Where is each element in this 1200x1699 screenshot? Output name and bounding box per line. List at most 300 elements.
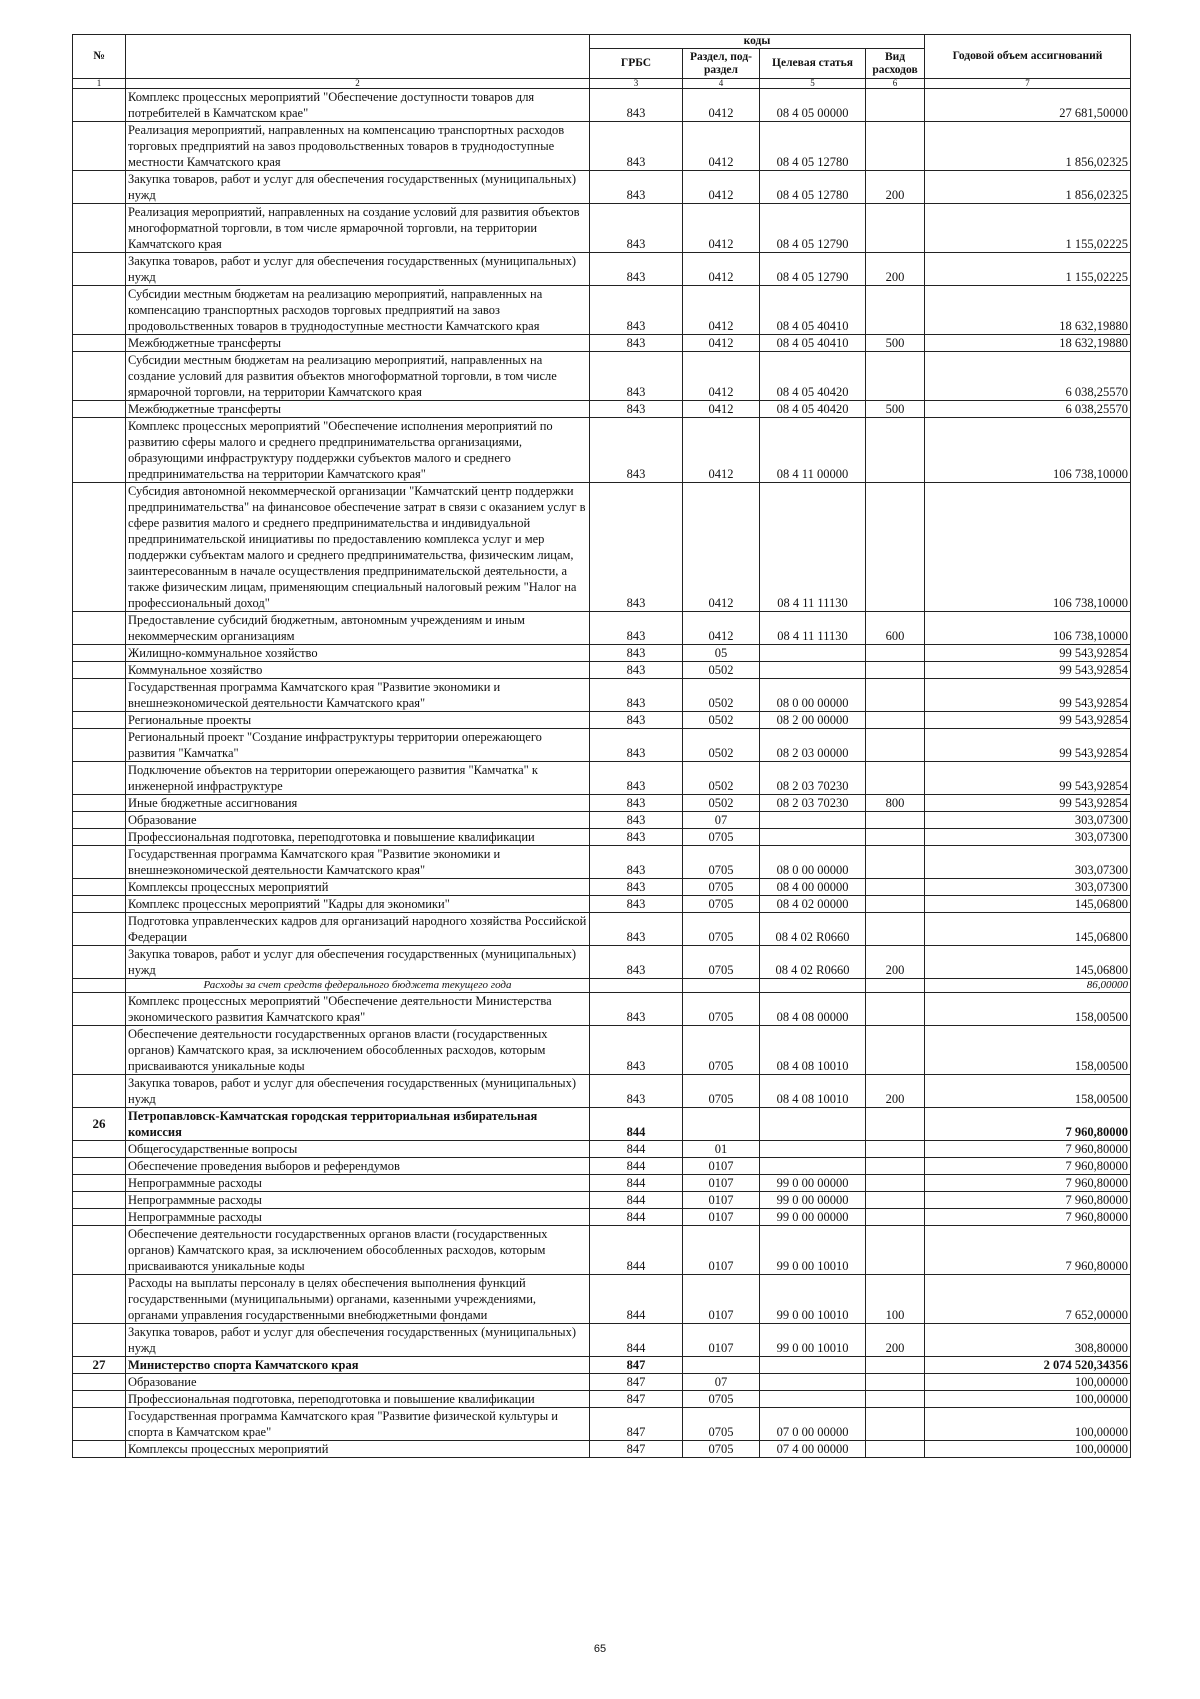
row-section: 0107	[683, 1158, 760, 1175]
row-section: 05	[683, 645, 760, 662]
row-name: Профессиональная подготовка, переподготовка и повышение квалификации	[126, 829, 590, 846]
row-amount: 18 632,19880	[925, 286, 1131, 335]
row-target: 08 4 08 10010	[760, 1075, 866, 1108]
row-expense-type	[866, 829, 925, 846]
row-section: 0412	[683, 204, 760, 253]
row-name: Комплексы процессных мероприятий	[126, 879, 590, 896]
row-amount: 7 960,80000	[925, 1192, 1131, 1209]
row-grbs: 844	[590, 1209, 683, 1226]
row-grbs: 843	[590, 712, 683, 729]
table-row	[73, 1175, 1131, 1192]
page-number: 65	[593, 1643, 607, 1655]
row-target: 08 4 05 40420	[760, 352, 866, 401]
row-name: Межбюджетные трансферты	[126, 401, 590, 418]
row-number	[73, 1026, 126, 1075]
row-name: Непрограммные расходы	[126, 1209, 590, 1226]
row-grbs: 847	[590, 1357, 683, 1374]
row-amount: 1 155,02225	[925, 253, 1131, 286]
row-number	[73, 1374, 126, 1391]
row-expense-type: 200	[866, 1075, 925, 1108]
row-target: 99 0 00 10010	[760, 1324, 866, 1357]
row-target: 99 0 00 00000	[760, 1209, 866, 1226]
row-expense-type	[866, 89, 925, 122]
row-expense-type	[866, 1408, 925, 1441]
row-number	[73, 253, 126, 286]
row-name: Закупка товаров, работ и услуг для обеспечения государственных (муниципальных) нужд	[126, 253, 590, 286]
row-expense-type	[866, 1357, 925, 1374]
row-target: 07 4 00 00000	[760, 1441, 866, 1458]
row-grbs	[590, 979, 683, 993]
row-amount: 100,00000	[925, 1441, 1131, 1458]
table-row	[73, 679, 1131, 712]
row-name: Общегосударственные вопросы	[126, 1141, 590, 1158]
row-number	[73, 812, 126, 829]
row-number	[73, 679, 126, 712]
row-section: 0107	[683, 1209, 760, 1226]
row-amount: 99 543,92854	[925, 729, 1131, 762]
table-row	[73, 1108, 1131, 1141]
row-number	[73, 1209, 126, 1226]
row-amount: 145,06800	[925, 896, 1131, 913]
row-section: 0705	[683, 1408, 760, 1441]
row-target	[760, 1108, 866, 1141]
table-header	[73, 35, 1131, 89]
row-expense-type	[866, 1175, 925, 1192]
row-grbs: 843	[590, 812, 683, 829]
row-name: Жилищно-коммунальное хозяйство	[126, 645, 590, 662]
row-number	[73, 1075, 126, 1108]
col-number: 3	[590, 79, 683, 89]
row-grbs: 843	[590, 122, 683, 171]
row-name: Подготовка управленческих кадров для организаций народного хозяйства Российской Федерации	[126, 913, 590, 946]
row-number	[73, 645, 126, 662]
row-amount: 99 543,92854	[925, 679, 1131, 712]
row-grbs: 843	[590, 253, 683, 286]
row-section	[683, 979, 760, 993]
row-name: Реализация мероприятий, направленных на компенсацию транспортных расходов торговых предприятий на завоз продовольственных товаров в труднодоступные местности Камчатского края	[126, 122, 590, 171]
row-target: 07 0 00 00000	[760, 1408, 866, 1441]
row-name: Субсидии местным бюджетам на реализацию мероприятий, направленных на создание условий для развития объектов многоформатной торговли, в том числе ярмарочной торговли, на территории Камчатского края	[126, 352, 590, 401]
row-expense-type	[866, 879, 925, 896]
row-number	[73, 979, 126, 993]
row-section: 0705	[683, 1075, 760, 1108]
row-amount: 303,07300	[925, 812, 1131, 829]
table-row	[73, 352, 1131, 401]
row-section: 0412	[683, 171, 760, 204]
row-number	[73, 879, 126, 896]
row-number	[73, 1275, 126, 1324]
col-number: 4	[683, 79, 760, 89]
row-name: Региональные проекты	[126, 712, 590, 729]
row-grbs: 847	[590, 1441, 683, 1458]
row-target: 08 4 11 11130	[760, 612, 866, 645]
table-row	[73, 1209, 1131, 1226]
row-expense-type	[866, 812, 925, 829]
table-row	[73, 1158, 1131, 1175]
row-name: Закупка товаров, работ и услуг для обеспечения государственных (муниципальных) нужд	[126, 1075, 590, 1108]
row-grbs: 843	[590, 286, 683, 335]
row-target: 08 4 05 12780	[760, 122, 866, 171]
row-number	[73, 829, 126, 846]
header-target: Целевая статья	[760, 49, 866, 79]
row-expense-type: 200	[866, 946, 925, 979]
row-number	[73, 1175, 126, 1192]
table-row	[73, 1192, 1131, 1209]
row-grbs: 843	[590, 795, 683, 812]
row-name: Предоставление субсидий бюджетным, автономным учреждениям и иным некоммерческим организациям	[126, 612, 590, 645]
row-target	[760, 1374, 866, 1391]
row-target: 99 0 00 10010	[760, 1226, 866, 1275]
row-name: Расходы за счет средств федерального бюджета текущего года	[126, 979, 590, 993]
row-target	[760, 812, 866, 829]
header-grbs: ГРБС	[590, 49, 683, 79]
row-name: Расходы на выплаты персоналу в целях обеспечения выполнения функций государственными (муниципальными) органами, казенными учреждениями, органами управления государственными внебюджетными фондами	[126, 1275, 590, 1324]
row-grbs: 843	[590, 483, 683, 612]
row-target: 08 4 02 00000	[760, 896, 866, 913]
row-name: Комплекс процессных мероприятий "Кадры для экономики"	[126, 896, 590, 913]
row-name: Коммунальное хозяйство	[126, 662, 590, 679]
row-expense-type	[866, 762, 925, 795]
row-name: Государственная программа Камчатского края "Развитие экономики и внешнеэкономической деятельности Камчатского края"	[126, 846, 590, 879]
row-name: Комплекс процессных мероприятий "Обеспечение исполнения мероприятий по развитию сферы малого и среднего предпринимательства организациями, образующими инфраструктуру поддержки субъектов малого и среднего предпринимательства на территории Камчатского края"	[126, 418, 590, 483]
row-section	[683, 1108, 760, 1141]
row-number	[73, 418, 126, 483]
row-grbs: 843	[590, 829, 683, 846]
row-section: 07	[683, 1374, 760, 1391]
row-target: 08 4 05 00000	[760, 89, 866, 122]
row-target: 99 0 00 10010	[760, 1275, 866, 1324]
row-name: Комплекс процессных мероприятий "Обеспечение доступности товаров для потребителей в Камчатском крае"	[126, 89, 590, 122]
column-numbers	[73, 79, 1131, 89]
row-name: Государственная программа Камчатского края "Развитие физической культуры и спорта в Камчатском крае"	[126, 1408, 590, 1441]
row-grbs: 843	[590, 679, 683, 712]
row-name: Обеспечение деятельности государственных органов власти (государственных органов) Камчатского края, за исключением обособленных расходов, которым присваиваются уникальные коды	[126, 1026, 590, 1075]
row-section: 0705	[683, 913, 760, 946]
row-name: Реализация мероприятий, направленных на создание условий для развития объектов многоформатной торговли, в том числе ярмарочной торговли, на территории Камчатского края	[126, 204, 590, 253]
row-target: 08 4 11 11130	[760, 483, 866, 612]
row-section: 0502	[683, 762, 760, 795]
row-expense-type	[866, 979, 925, 993]
row-expense-type	[866, 1441, 925, 1458]
table-row	[73, 993, 1131, 1026]
row-number	[73, 913, 126, 946]
row-number	[73, 795, 126, 812]
row-amount: 99 543,92854	[925, 662, 1131, 679]
row-section: 0705	[683, 896, 760, 913]
row-target: 08 4 02 R0660	[760, 946, 866, 979]
row-amount: 158,00500	[925, 1026, 1131, 1075]
row-number	[73, 1391, 126, 1408]
table-row	[73, 762, 1131, 795]
row-grbs: 847	[590, 1408, 683, 1441]
row-name: Закупка товаров, работ и услуг для обеспечения государственных (муниципальных) нужд	[126, 1324, 590, 1357]
row-target	[760, 1357, 866, 1374]
row-amount: 303,07300	[925, 829, 1131, 846]
row-grbs: 843	[590, 352, 683, 401]
row-target	[760, 1158, 866, 1175]
row-number	[73, 712, 126, 729]
row-expense-type: 800	[866, 795, 925, 812]
header-number: №	[73, 35, 126, 79]
row-name: Межбюджетные трансферты	[126, 335, 590, 352]
row-expense-type	[866, 1108, 925, 1141]
row-section: 0502	[683, 662, 760, 679]
table-row	[73, 1324, 1131, 1357]
row-number: 26	[73, 1108, 126, 1141]
row-name: Комплекс процессных мероприятий "Обеспечение деятельности Министерства экономического развития Камчатского края"	[126, 993, 590, 1026]
row-amount: 1 155,02225	[925, 204, 1131, 253]
row-amount: 1 856,02325	[925, 171, 1131, 204]
row-target: 99 0 00 00000	[760, 1175, 866, 1192]
row-target	[760, 645, 866, 662]
row-amount: 18 632,19880	[925, 335, 1131, 352]
row-expense-type: 500	[866, 401, 925, 418]
row-grbs: 843	[590, 335, 683, 352]
row-target: 99 0 00 00000	[760, 1192, 866, 1209]
row-amount: 303,07300	[925, 879, 1131, 896]
row-grbs: 843	[590, 846, 683, 879]
row-section: 0412	[683, 286, 760, 335]
row-target	[760, 1391, 866, 1408]
row-section: 0412	[683, 335, 760, 352]
row-expense-type	[866, 913, 925, 946]
row-grbs: 844	[590, 1175, 683, 1192]
row-number	[73, 662, 126, 679]
table-row	[73, 1226, 1131, 1275]
col-number: 1	[73, 79, 126, 89]
row-number	[73, 204, 126, 253]
row-number	[73, 335, 126, 352]
row-section	[683, 1357, 760, 1374]
row-target: 08 0 00 00000	[760, 679, 866, 712]
row-section: 0107	[683, 1175, 760, 1192]
row-name: Министерство спорта Камчатского края	[126, 1357, 590, 1374]
row-expense-type	[866, 204, 925, 253]
row-grbs: 844	[590, 1275, 683, 1324]
row-amount: 99 543,92854	[925, 645, 1131, 662]
row-grbs: 843	[590, 993, 683, 1026]
row-amount: 100,00000	[925, 1374, 1131, 1391]
row-target: 08 4 11 00000	[760, 418, 866, 483]
table-row	[73, 795, 1131, 812]
row-amount: 99 543,92854	[925, 762, 1131, 795]
table-row	[73, 1441, 1131, 1458]
row-number	[73, 846, 126, 879]
col-number: 6	[866, 79, 925, 89]
row-amount: 7 960,80000	[925, 1108, 1131, 1141]
row-expense-type	[866, 679, 925, 712]
budget-table	[72, 34, 1131, 1458]
row-section: 0412	[683, 89, 760, 122]
row-name: Непрограммные расходы	[126, 1192, 590, 1209]
col-number: 7	[925, 79, 1131, 89]
table-row	[73, 979, 1131, 993]
row-amount: 145,06800	[925, 946, 1131, 979]
row-grbs: 843	[590, 645, 683, 662]
table-row	[73, 483, 1131, 612]
row-name: Подключение объектов на территории опережающего развития "Камчатка" к инженерной инфраструктуре	[126, 762, 590, 795]
row-target: 08 4 05 40410	[760, 335, 866, 352]
row-name: Обеспечение проведения выборов и референдумов	[126, 1158, 590, 1175]
row-expense-type	[866, 1158, 925, 1175]
row-expense-type	[866, 483, 925, 612]
row-amount: 6 038,25570	[925, 401, 1131, 418]
row-number	[73, 896, 126, 913]
row-expense-type	[866, 993, 925, 1026]
row-number	[73, 612, 126, 645]
row-amount: 1 856,02325	[925, 122, 1131, 171]
row-name: Субсидии местным бюджетам на реализацию мероприятий, направленных на компенсацию транспортных расходов торговых предприятий на завоз продовольственных товаров в труднодоступные местности Камчатского края	[126, 286, 590, 335]
row-section: 0412	[683, 612, 760, 645]
table-row	[73, 171, 1131, 204]
row-expense-type: 200	[866, 253, 925, 286]
row-section: 0705	[683, 846, 760, 879]
row-expense-type	[866, 645, 925, 662]
row-name: Образование	[126, 812, 590, 829]
row-target: 08 4 05 40420	[760, 401, 866, 418]
row-section: 0705	[683, 993, 760, 1026]
row-expense-type: 200	[866, 1324, 925, 1357]
row-section: 0705	[683, 879, 760, 896]
row-section: 0412	[683, 401, 760, 418]
table-row	[73, 662, 1131, 679]
row-grbs: 843	[590, 946, 683, 979]
row-target: 08 4 05 12790	[760, 253, 866, 286]
row-expense-type	[866, 729, 925, 762]
row-section: 01	[683, 1141, 760, 1158]
row-grbs: 843	[590, 1075, 683, 1108]
row-target	[760, 1141, 866, 1158]
row-number	[73, 352, 126, 401]
row-grbs: 843	[590, 913, 683, 946]
table-row	[73, 946, 1131, 979]
row-amount: 106 738,10000	[925, 612, 1131, 645]
table-row	[73, 1357, 1131, 1374]
row-name: Комплексы процессных мероприятий	[126, 1441, 590, 1458]
table-row	[73, 829, 1131, 846]
row-section: 0502	[683, 679, 760, 712]
row-amount: 7 960,80000	[925, 1226, 1131, 1275]
row-amount: 7 960,80000	[925, 1158, 1131, 1175]
row-expense-type	[866, 352, 925, 401]
row-expense-type: 200	[866, 171, 925, 204]
row-section: 0107	[683, 1275, 760, 1324]
row-number	[73, 122, 126, 171]
row-number	[73, 1324, 126, 1357]
row-name: Региональный проект "Создание инфраструктуры территории опережающего развития "Камчатка"	[126, 729, 590, 762]
row-section: 0705	[683, 946, 760, 979]
row-amount: 7 960,80000	[925, 1175, 1131, 1192]
row-expense-type	[866, 662, 925, 679]
row-amount: 303,07300	[925, 846, 1131, 879]
row-section: 0107	[683, 1192, 760, 1209]
row-number	[73, 89, 126, 122]
row-section: 0412	[683, 352, 760, 401]
row-amount: 86,00000	[925, 979, 1131, 993]
row-expense-type	[866, 122, 925, 171]
table-row	[73, 204, 1131, 253]
row-name: Закупка товаров, работ и услуг для обеспечения государственных (муниципальных) нужд	[126, 171, 590, 204]
row-grbs: 843	[590, 418, 683, 483]
table-row	[73, 812, 1131, 829]
row-number	[73, 993, 126, 1026]
row-target: 08 2 03 70230	[760, 795, 866, 812]
table-row	[73, 335, 1131, 352]
row-number	[73, 729, 126, 762]
row-name: Петропавловск-Камчатская городская территориальная избирательная комиссия	[126, 1108, 590, 1141]
header-name	[126, 35, 590, 79]
header-annual: Годовой объем ассигнований	[925, 35, 1131, 79]
row-expense-type: 600	[866, 612, 925, 645]
row-amount: 99 543,92854	[925, 712, 1131, 729]
row-section: 0502	[683, 795, 760, 812]
row-number	[73, 483, 126, 612]
row-expense-type	[866, 1209, 925, 1226]
table-row	[73, 89, 1131, 122]
row-number	[73, 286, 126, 335]
header-section: Раздел, под-раздел	[683, 49, 760, 79]
row-number: 27	[73, 1357, 126, 1374]
row-section: 0107	[683, 1324, 760, 1357]
table-row	[73, 913, 1131, 946]
table-row	[73, 1391, 1131, 1408]
row-name: Закупка товаров, работ и услуг для обеспечения государственных (муниципальных) нужд	[126, 946, 590, 979]
row-expense-type: 100	[866, 1275, 925, 1324]
row-number	[73, 1441, 126, 1458]
row-target	[760, 662, 866, 679]
table-row	[73, 1141, 1131, 1158]
row-name: Субсидия автономной некоммерческой организации "Камчатский центр поддержки предпринимательства" на финансовое обеспечение затрат в связи с оказанием услуг в сфере развития малого и среднего предпринимательства и индивидуальной предпринимательской инициативы по предоставлению комплекса услуг и мер поддержки субъектам малого и среднего предпринимательства, физическим лицам, заинтересованным в начале осуществления предпринимательской деятельности, а также физическим лицам, применяющим специальный налоговый режим "Налог на профессиональный доход"	[126, 483, 590, 612]
row-target: 08 4 02 R0660	[760, 913, 866, 946]
row-target	[760, 829, 866, 846]
row-expense-type	[866, 1192, 925, 1209]
row-section: 0502	[683, 712, 760, 729]
row-target	[760, 979, 866, 993]
table-row	[73, 645, 1131, 662]
table-row	[73, 418, 1131, 483]
row-section: 0705	[683, 1026, 760, 1075]
row-grbs: 844	[590, 1108, 683, 1141]
row-grbs: 843	[590, 896, 683, 913]
row-target: 08 2 03 00000	[760, 729, 866, 762]
row-expense-type	[866, 1374, 925, 1391]
row-expense-type	[866, 286, 925, 335]
row-expense-type	[866, 1226, 925, 1275]
row-amount: 106 738,10000	[925, 483, 1131, 612]
row-grbs: 844	[590, 1192, 683, 1209]
row-number	[73, 1226, 126, 1275]
row-amount: 27 681,50000	[925, 89, 1131, 122]
row-target: 08 4 00 00000	[760, 879, 866, 896]
row-number	[73, 1141, 126, 1158]
row-expense-type	[866, 1141, 925, 1158]
row-grbs: 843	[590, 204, 683, 253]
row-grbs: 843	[590, 401, 683, 418]
row-expense-type	[866, 896, 925, 913]
row-number	[73, 1408, 126, 1441]
table-row	[73, 612, 1131, 645]
row-section: 0502	[683, 729, 760, 762]
row-number	[73, 762, 126, 795]
col-number: 5	[760, 79, 866, 89]
row-amount: 99 543,92854	[925, 795, 1131, 812]
row-amount: 7 960,80000	[925, 1209, 1131, 1226]
row-section: 07	[683, 812, 760, 829]
row-number	[73, 1192, 126, 1209]
table-row	[73, 286, 1131, 335]
row-expense-type	[866, 418, 925, 483]
row-grbs: 844	[590, 1158, 683, 1175]
